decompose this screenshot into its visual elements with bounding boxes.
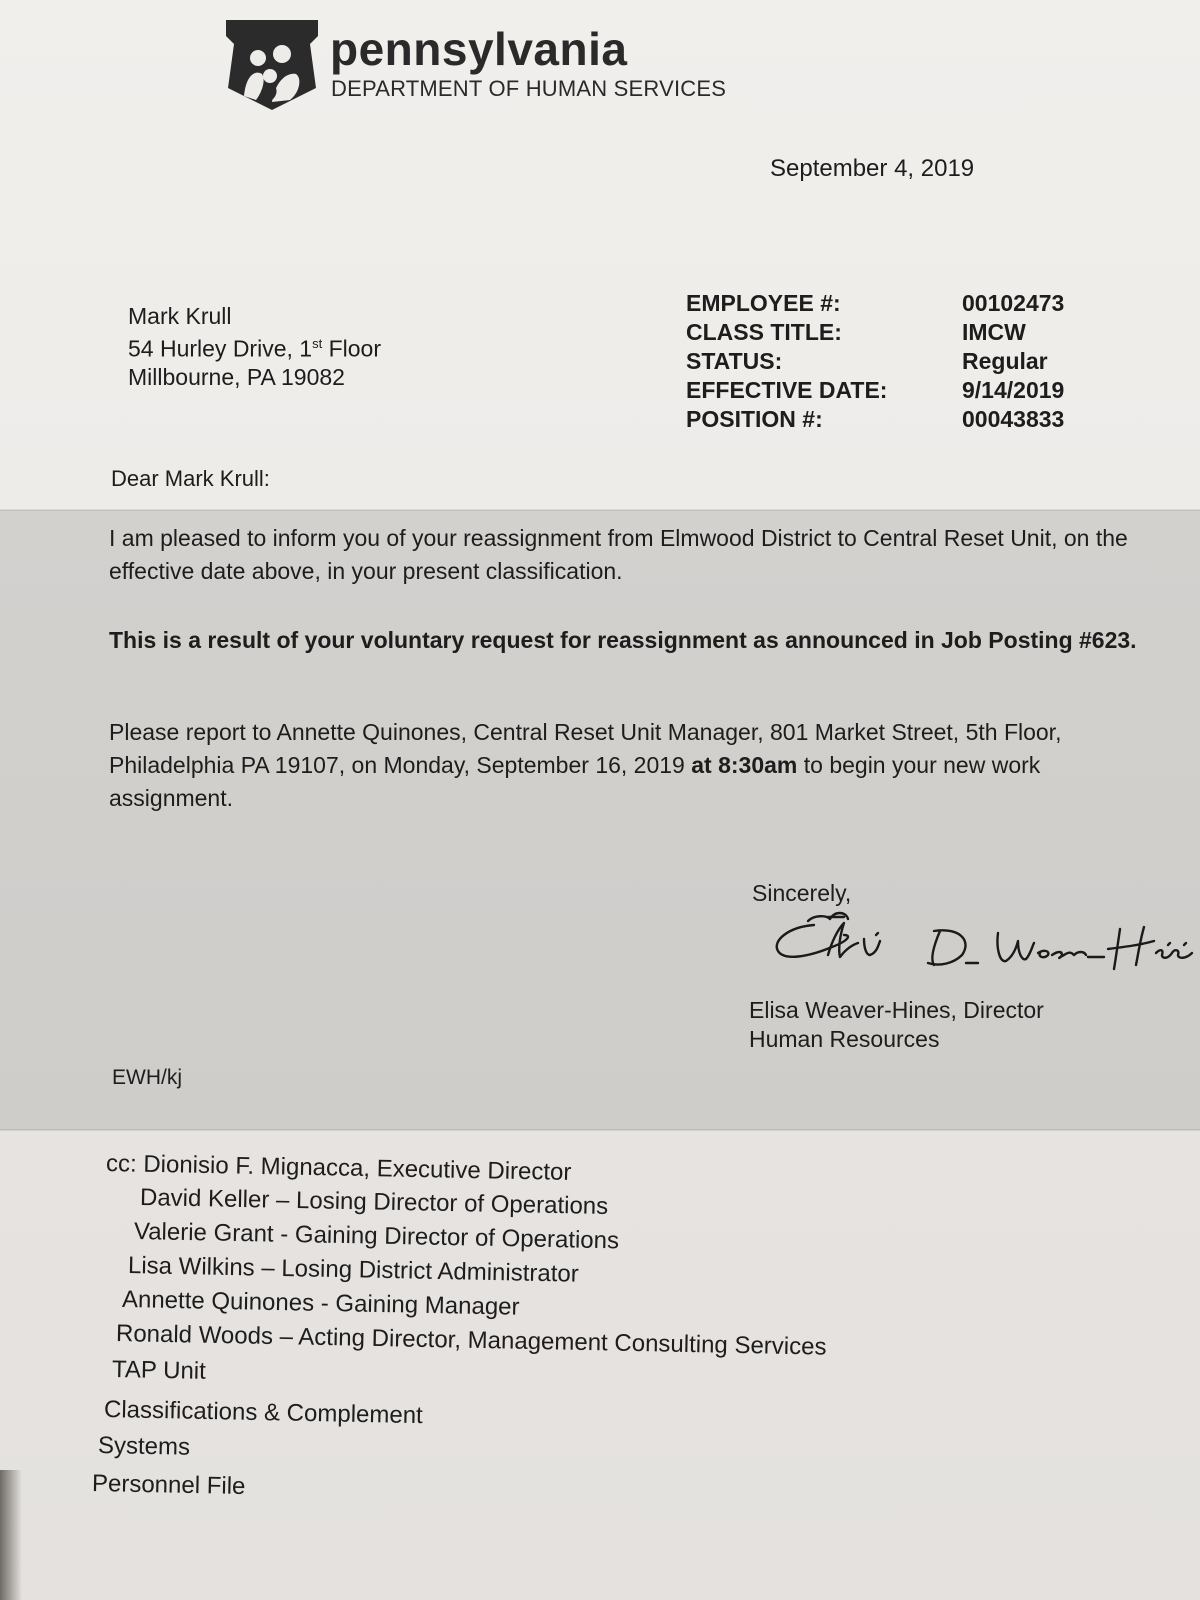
cc-line: Annette Quinones - Gaining Manager bbox=[121, 1286, 520, 1321]
recipient-address bbox=[128, 302, 381, 391]
cc-line: TAP Unit bbox=[111, 1356, 207, 1385]
info-value: 00102473 bbox=[962, 290, 1065, 316]
info-value: Regular bbox=[962, 348, 1048, 374]
recipient-street-number: 54 Hurley Drive, 1 bbox=[128, 335, 313, 362]
recipient-street-floor: Floor bbox=[322, 335, 381, 362]
body-paragraph-reassignment: I am pleased to inform you of your reassignment from Elmwood District to Central Reset Unit, on the effective date above, in your present classification. bbox=[109, 525, 1128, 584]
report-text-end: to begin your new work assignment. bbox=[109, 752, 1041, 811]
cc-line: cc: Dionisio F. Mignacca, Executive Director bbox=[105, 1150, 572, 1186]
keystone-family-logo-icon bbox=[222, 14, 322, 114]
body-paragraph-voluntary-request: This is a result of your voluntary request for reassignment as announced in Job Posting #623. bbox=[109, 627, 1137, 653]
signer-name-title: Elisa Weaver-Hines, Director bbox=[749, 997, 1044, 1023]
cc-line: Valerie Grant - Gaining Director of Operations bbox=[133, 1218, 620, 1255]
info-value: IMCW bbox=[962, 319, 1026, 345]
signer-department: Human Resources bbox=[749, 1026, 940, 1052]
letter-date: September 4, 2019 bbox=[770, 155, 975, 182]
cc-line: Classifications & Complement bbox=[103, 1396, 424, 1430]
report-time: at 8:30am bbox=[691, 752, 798, 778]
cc-line: Personnel File bbox=[91, 1470, 246, 1500]
recipient-street bbox=[128, 330, 381, 363]
body-paragraph-report-instructions bbox=[109, 716, 1159, 815]
info-label: POSITION #: bbox=[686, 406, 823, 432]
recipient-name: Mark Krull bbox=[128, 303, 232, 329]
cc-line: Ronald Woods – Acting Director, Management Consulting Services bbox=[115, 1320, 827, 1361]
info-label: STATUS: bbox=[686, 348, 783, 374]
report-text-start: Please report to Annette Quinones, Central Reset Unit Manager, 801 Market Street, 5th Floor, Philadelphia PA 19107, on Monday, September 16, 2019 bbox=[109, 719, 1062, 778]
closing: Sincerely, bbox=[752, 880, 852, 906]
cc-line: Systems bbox=[97, 1432, 191, 1461]
fold-line-lower bbox=[0, 1129, 1200, 1131]
handwritten-signature bbox=[768, 905, 1200, 995]
info-label: CLASS TITLE: bbox=[686, 319, 842, 345]
fold-line-upper bbox=[0, 509, 1200, 511]
recipient-street-ordinal: st bbox=[312, 336, 323, 351]
recipient-city: Millbourne, PA 19082 bbox=[128, 363, 345, 390]
salutation: Dear Mark Krull: bbox=[111, 466, 270, 491]
signer-block bbox=[749, 996, 1044, 1054]
letterhead-state-name: pennsylvania bbox=[330, 23, 628, 75]
info-label: EFFECTIVE DATE: bbox=[686, 377, 888, 403]
reference-initials: EWH/kj bbox=[112, 1066, 182, 1089]
edge-shadow bbox=[0, 1470, 22, 1600]
info-value: 00043833 bbox=[962, 406, 1065, 432]
info-value: 9/14/2019 bbox=[962, 377, 1065, 403]
letterhead-department: DEPARTMENT OF HUMAN SERVICES bbox=[331, 76, 727, 101]
cc-line: David Keller – Losing Director of Operations bbox=[139, 1184, 609, 1220]
cc-line: Lisa Wilkins – Losing District Administrator bbox=[127, 1252, 579, 1288]
info-label: EMPLOYEE #: bbox=[686, 290, 841, 316]
